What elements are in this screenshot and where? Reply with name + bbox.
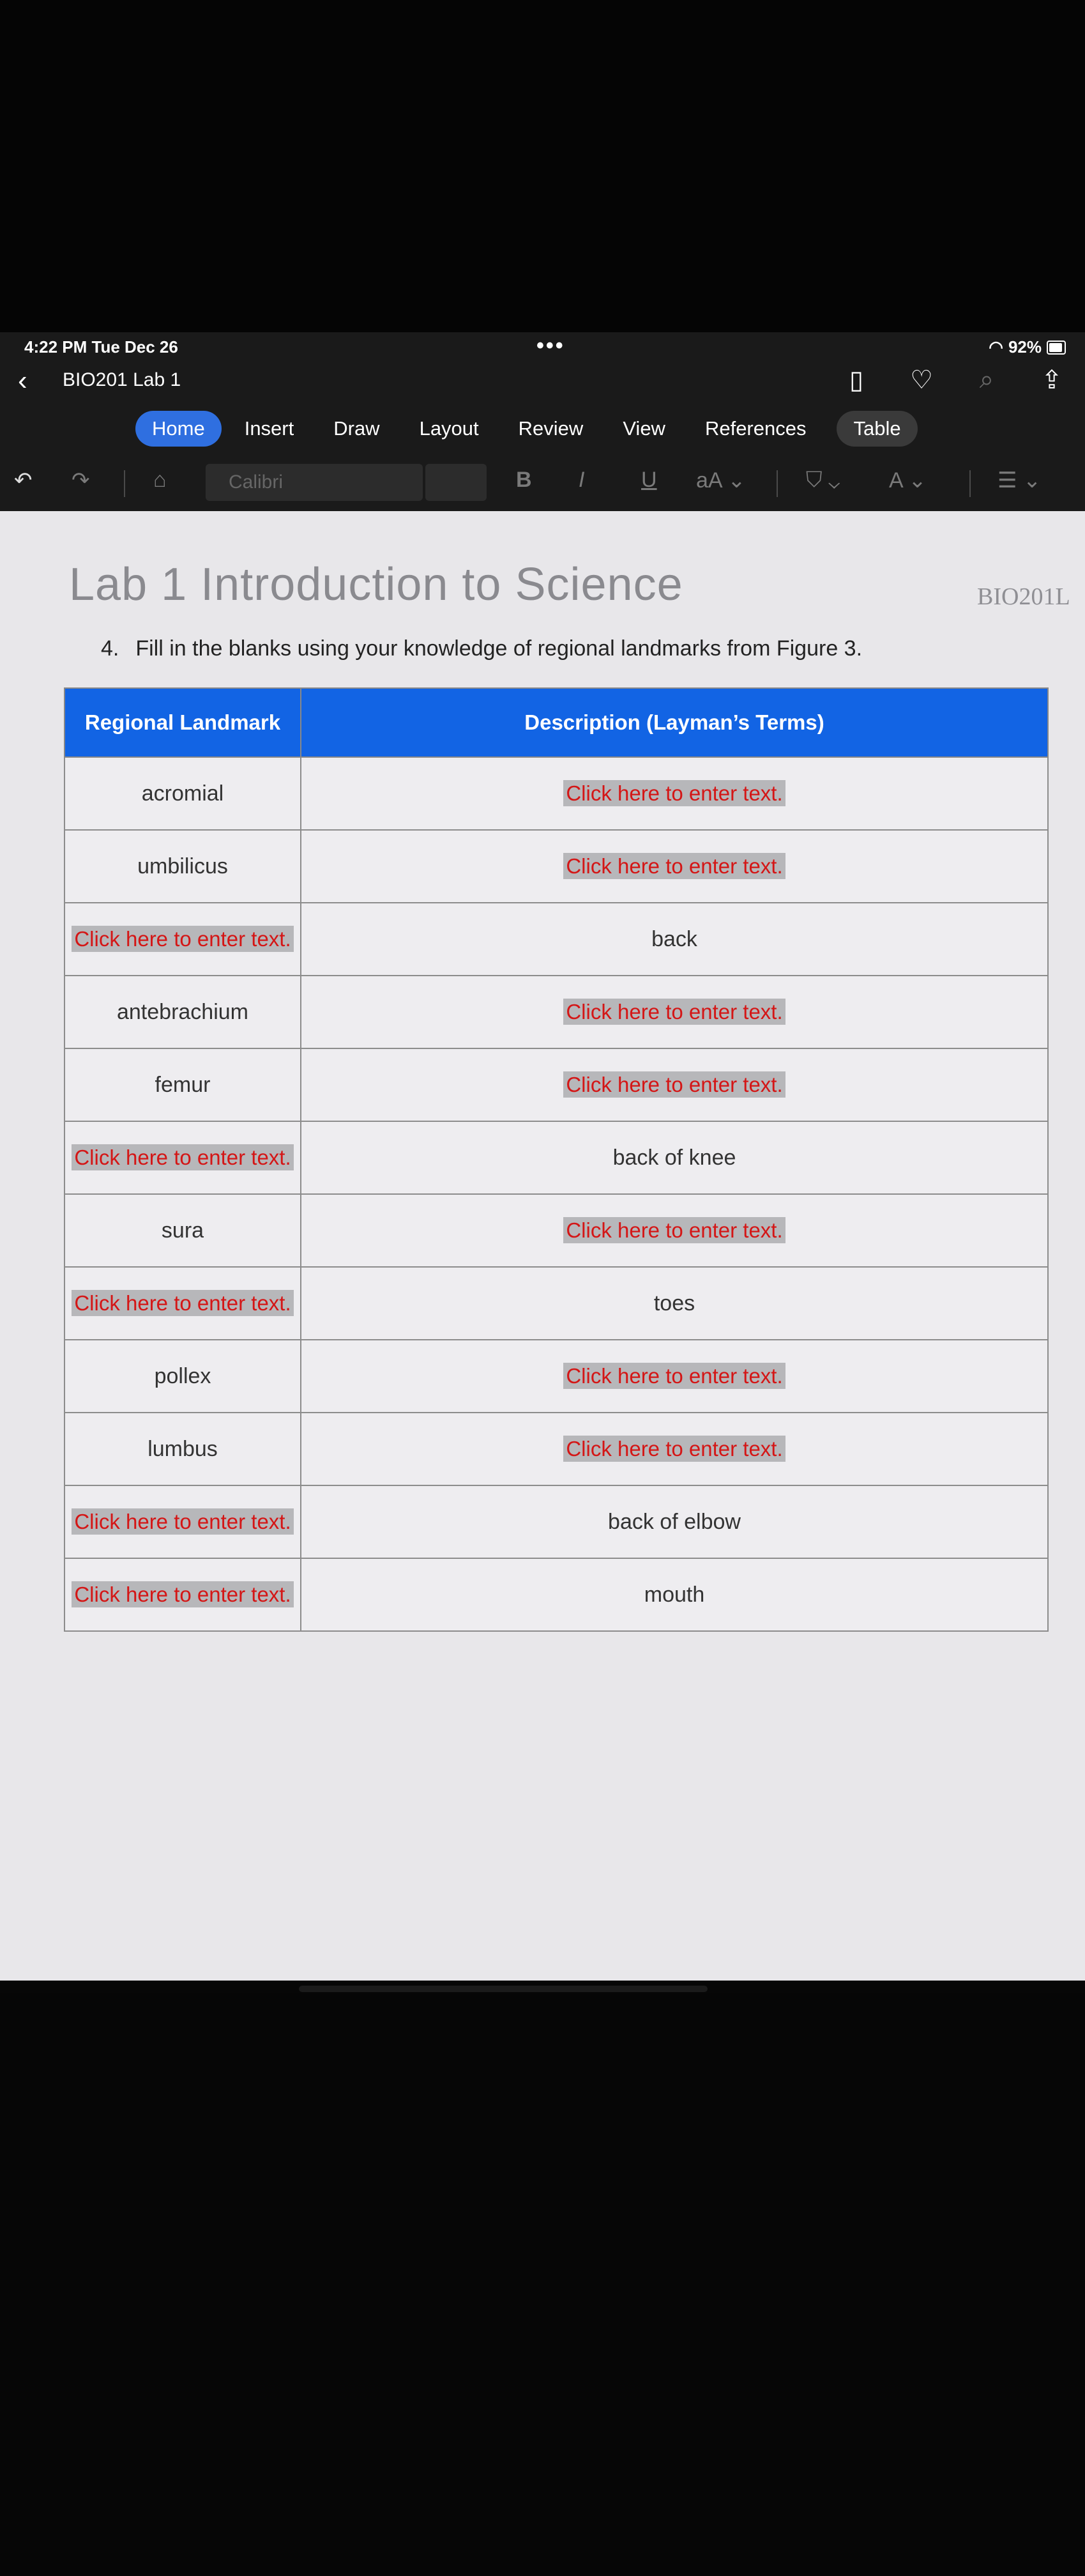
landmark-cell[interactable] — [64, 1485, 301, 1558]
placeholder-text-field[interactable]: Click here to enter text. — [563, 853, 785, 879]
course-code-header: BIO201L — [977, 583, 1070, 610]
landmark-cell[interactable] — [64, 757, 301, 830]
tab-draw[interactable]: Draw — [333, 417, 380, 440]
description-cell[interactable] — [301, 903, 1048, 976]
table-row — [64, 903, 1048, 976]
description-cell[interactable] — [301, 1194, 1048, 1267]
home-indicator[interactable] — [299, 1986, 708, 1992]
placeholder-text-field[interactable]: Click here to enter text. — [72, 1144, 293, 1170]
description-cell[interactable] — [301, 1121, 1048, 1194]
battery-percent: 92% — [1008, 337, 1042, 356]
question-text: Fill in the blanks using your knowledge of regional landmarks from Figure 3. — [135, 636, 863, 661]
placeholder-text-field[interactable]: Click here to enter text. — [563, 1436, 785, 1462]
table-row — [64, 757, 1048, 830]
bold-button[interactable]: B — [516, 468, 532, 492]
title-bar — [0, 362, 1085, 400]
table-row — [64, 1340, 1048, 1413]
device-bezel-top — [0, 0, 1085, 332]
placeholder-text-field[interactable]: Click here to enter text. — [563, 999, 785, 1025]
table-row — [64, 1194, 1048, 1267]
table-header-row — [64, 688, 1048, 757]
placeholder-text-field[interactable]: Click here to enter text. — [563, 780, 785, 806]
top-icon-group — [842, 365, 1066, 395]
status-bar — [0, 332, 1085, 360]
landmark-cell[interactable] — [64, 1558, 301, 1631]
landmark-cell[interactable] — [64, 976, 301, 1048]
highlight-icon[interactable]: ⛉ ⌄ — [806, 468, 840, 492]
tab-table[interactable]: Table — [837, 411, 917, 447]
toolbar-divider — [969, 470, 971, 497]
search-icon[interactable]: ⌕ — [979, 365, 994, 394]
description-cell[interactable] — [301, 1267, 1048, 1340]
description-cell[interactable] — [301, 976, 1048, 1048]
device-bezel-bottom — [0, 1993, 1085, 2576]
multitask-dots[interactable]: ••• — [536, 334, 565, 358]
tab-references[interactable]: References — [704, 417, 807, 440]
back-icon[interactable]: ‹ — [18, 365, 27, 396]
cell-text: back — [651, 926, 697, 951]
font-size-field[interactable] — [425, 464, 487, 501]
placeholder-text-field[interactable]: Click here to enter text. — [72, 1290, 293, 1316]
question-number: 4. — [101, 636, 119, 661]
placeholder-text-field[interactable]: Click here to enter text. — [72, 1508, 293, 1535]
landmark-cell[interactable] — [64, 1194, 301, 1267]
description-cell[interactable] — [301, 1048, 1048, 1121]
description-cell[interactable] — [301, 1558, 1048, 1631]
tab-insert[interactable]: Insert — [244, 417, 294, 440]
wifi-icon: ◠ — [989, 337, 1003, 356]
placeholder-text-field[interactable]: Click here to enter text. — [72, 1581, 293, 1607]
landmark-cell[interactable] — [64, 830, 301, 903]
question-instruction — [101, 636, 862, 661]
landmark-cell[interactable] — [64, 1413, 301, 1485]
description-cell[interactable] — [301, 830, 1048, 903]
landmark-cell[interactable] — [64, 1267, 301, 1340]
cell-text: lumbus — [148, 1436, 218, 1461]
battery-icon — [1047, 341, 1066, 355]
table-row — [64, 1558, 1048, 1631]
cell-text: pollex — [154, 1363, 211, 1388]
table-row — [64, 1121, 1048, 1194]
cell-text: sura — [161, 1218, 204, 1243]
cell-text: back of elbow — [608, 1509, 741, 1534]
document-page[interactable] — [0, 511, 1085, 1981]
document-title[interactable]: BIO201 Lab 1 — [63, 369, 181, 390]
italic-button[interactable]: I — [579, 468, 585, 492]
cell-text: back of knee — [612, 1145, 736, 1170]
lightbulb-icon[interactable]: ♡ — [910, 366, 933, 394]
cell-text: toes — [653, 1291, 695, 1315]
placeholder-text-field[interactable]: Click here to enter text. — [563, 1071, 785, 1098]
page-title: Lab 1 Introduction to Science — [69, 559, 683, 610]
placeholder-text-field[interactable]: Click here to enter text. — [563, 1363, 785, 1389]
toolbar-divider — [777, 470, 778, 497]
underline-button[interactable]: U — [641, 468, 657, 492]
cell-text: acromial — [141, 781, 224, 806]
cell-text: umbilicus — [137, 854, 228, 878]
status-time: 4:22 PM Tue Dec 26 — [24, 337, 178, 356]
battery-status — [989, 337, 1066, 357]
cell-text: femur — [155, 1072, 211, 1097]
landmark-cell[interactable] — [64, 903, 301, 976]
column-header-landmark: Regional Landmark — [64, 688, 301, 757]
font-size-menu[interactable]: aA ⌄ — [696, 468, 746, 493]
bullet-list-icon[interactable]: ☰ ⌄ — [998, 468, 1042, 493]
font-name-field[interactable]: Calibri — [206, 464, 423, 501]
tab-layout[interactable]: Layout — [419, 417, 479, 440]
description-cell[interactable] — [301, 1413, 1048, 1485]
share-icon[interactable]: ⇪ — [1041, 366, 1063, 394]
table-row — [64, 830, 1048, 903]
tab-home[interactable]: Home — [135, 411, 222, 447]
landmarks-table — [64, 687, 1049, 1632]
description-cell[interactable] — [301, 1340, 1048, 1413]
column-header-description: Description (Layman’s Terms) — [301, 688, 1048, 757]
table-row — [64, 1413, 1048, 1485]
redo-icon[interactable]: ↷ — [72, 468, 90, 493]
landmark-cell[interactable] — [64, 1048, 301, 1121]
undo-icon[interactable]: ↶ — [14, 468, 33, 493]
font-color-icon[interactable]: A ⌄ — [889, 468, 927, 493]
table-row — [64, 1048, 1048, 1121]
tab-review[interactable]: Review — [518, 417, 584, 440]
placeholder-text-field[interactable]: Click here to enter text. — [72, 926, 293, 952]
formatting-toolbar — [0, 461, 1085, 503]
description-cell[interactable] — [301, 757, 1048, 830]
placeholder-text-field[interactable]: Click here to enter text. — [563, 1217, 785, 1243]
table-row — [64, 1485, 1048, 1558]
cell-text: antebrachium — [116, 999, 248, 1024]
ribbon-tabs — [135, 409, 918, 448]
landmark-cell[interactable] — [64, 1121, 301, 1194]
tab-view[interactable]: View — [623, 417, 665, 440]
mobile-view-icon[interactable]: ▯ — [849, 366, 863, 394]
toolbar-divider — [124, 470, 125, 497]
table-row — [64, 976, 1048, 1048]
cell-text: mouth — [644, 1582, 705, 1607]
table-row — [64, 1267, 1048, 1340]
format-painter-icon[interactable]: ⌂ — [153, 468, 167, 492]
description-cell[interactable] — [301, 1485, 1048, 1558]
landmark-cell[interactable] — [64, 1340, 301, 1413]
